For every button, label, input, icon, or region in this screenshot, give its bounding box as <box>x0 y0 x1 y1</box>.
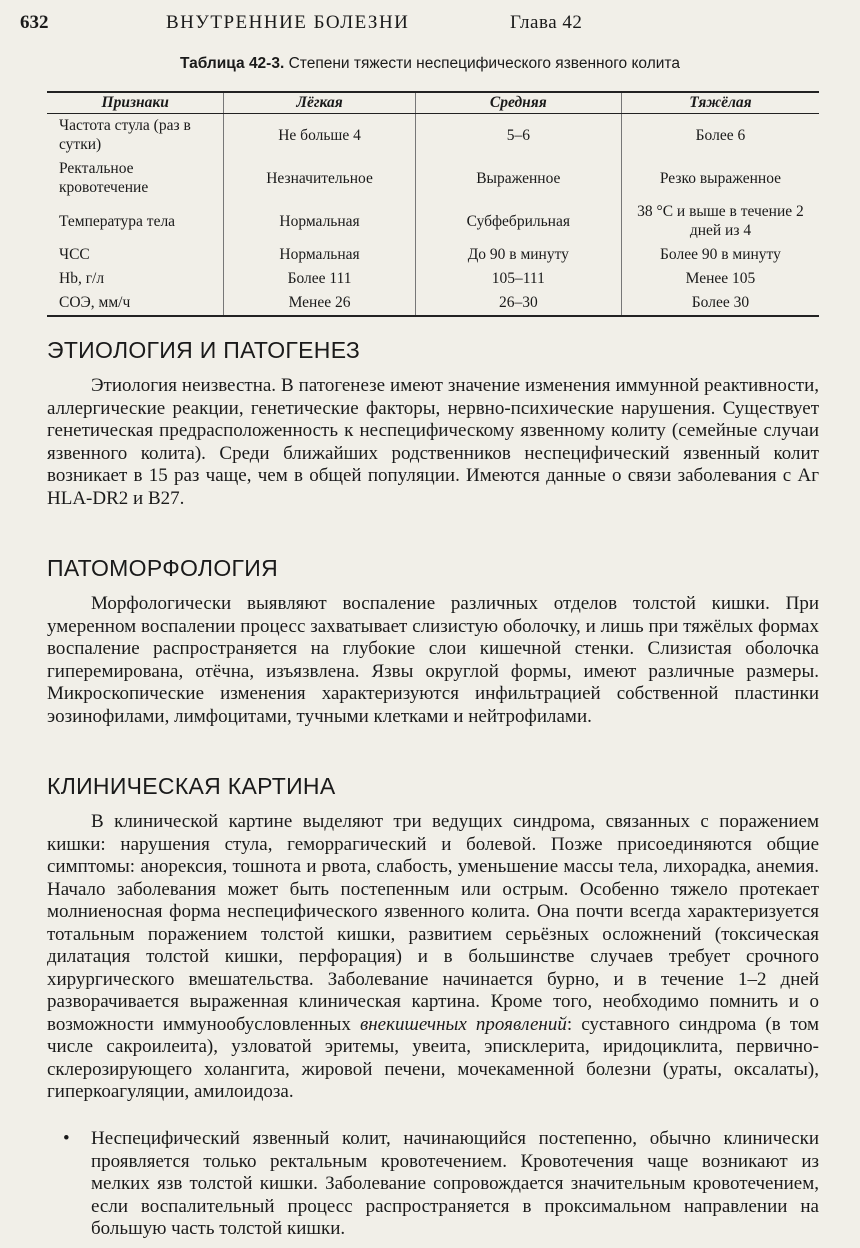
running-header <box>20 12 840 36</box>
table-header-row <box>47 92 819 114</box>
table-cell: Hb, г/л <box>59 270 105 287</box>
table-cell: 26–30 <box>415 291 621 316</box>
table-cell: Более 111 <box>224 267 415 291</box>
table-caption-label: Таблица 42-3. <box>180 55 285 72</box>
column-header: Средняя <box>415 92 621 114</box>
table-cell: Резко выраженное <box>621 157 819 200</box>
table-cell: Частота стула (раз в сутки) <box>59 117 191 153</box>
severity-table <box>47 91 819 317</box>
table-caption-text: Степени тяжести неспецифического язвенного колита <box>284 55 680 72</box>
paragraph-morphology: Морфологически выявляют воспаление различных отделов толстой кишки. При умеренном воспалении процесс захватывает слизистую оболочку, и лишь при тяжёлых формах воспаление распространяется на глубокие слои кишечной стенки. Слизистая оболочка гиперемирована, отёчна, изъязвлена. Язвы округлой формы, имеют различные размеры. Микроскопические изменения характеризуются инфильтрацией собственной пластинки эозинофилами, лимфоцитами, тучными клетками и нейтрофилами. <box>47 593 819 727</box>
paragraph-clinical-italic: внекишечных проявлений <box>359 1013 567 1035</box>
bullet-text: Неспецифический язвенный колит, начинающийся постепенно, обычно клинически проявляется только ректальным кровотечением. Кровотечения чаще возникают из мелких язв толстой кишки. Заболевание сопровождается значительным кровотечением, если воспалительный процесс распространяется в проксимальном направлении на большую часть толстой кишки. <box>91 1128 819 1239</box>
table-cell: Нормальная <box>224 200 415 243</box>
paragraph-etiology: Этиология неизвестна. В патогенезе имеют значение изменения иммунной реактивности, аллергические реакции, генетические факторы, нервно-психические нарушения. Существует генетическая предрасположенность к неспецифическому язвенному колиту (семейные случаи язвенного колита). Среди ближайших родственников неспецифический язвенный колит возникает в 15 раз чаще, чем в общей популяции. Имеются данные о связи заболевания с Аг HLA-DR2 и B27. <box>47 375 819 509</box>
column-header: Лёгкая <box>224 92 415 114</box>
bullet-marker: • <box>63 1128 70 1149</box>
column-header: Тяжёлая <box>621 92 819 114</box>
book-title: ВНУТРЕННИЕ БОЛЕЗНИ <box>166 12 410 33</box>
table-cell: Незначительное <box>224 157 415 200</box>
section-heading-etiology: ЭТИОЛОГИЯ И ПАТОГЕНЕЗ <box>47 337 361 363</box>
section-heading-clinical: КЛИНИЧЕСКАЯ КАРТИНА <box>47 773 336 799</box>
table-row <box>47 267 819 291</box>
table-caption <box>0 55 860 73</box>
paragraph-clinical <box>47 811 819 1104</box>
table-cell: Более 90 в минуту <box>621 243 819 267</box>
paragraph-clinical-part1: В клинической картине выделяют три ведущих синдрома, связанных с поражением кишки: нарушения стула, геморрагический и болевой. Позже присоединяются общие симптомы: анорексия, тошнота и рвота, слабость, уменьшение массы тела, лихорадка, анемия. Начало заболевания может быть постепенным или острым. Особенно тяжело протекает молниеносная форма неспецифического язвенного колита. Она почти всегда характеризуется тотальным поражением толстой кишки, развитием серьёзных осложнений (токсическая дилатация толстой кишки, перфорация) и в большинстве случаев требует срочного хирургического вмешательства. Заболевание начинается бурно, и в течение 1–2 дней разворачивается выраженная клиническая картина. Кроме того, необходимо помнить и о возможности иммунообусловленных <box>47 811 819 1035</box>
table-cell: Субфебрильная <box>415 200 621 243</box>
table-cell: До 90 в минуту <box>415 243 621 267</box>
table-cell: Менее 26 <box>224 291 415 316</box>
table-row <box>47 200 819 243</box>
paragraph-clinical-part2: : суставного синдрома (в том числе сакроилеита), узловатой эритемы, увеита, эписклерита, иридоциклита, первично-склерозирующего холангита, жировой печени, мочекаменной болезни (ураты, оксалаты), гиперкоагуляции, амилоидоза. <box>47 1013 819 1102</box>
table-row <box>47 114 819 158</box>
table-cell: ЧСС <box>59 246 90 263</box>
table-cell: Нормальная <box>224 243 415 267</box>
table-cell: Более 6 <box>621 114 819 158</box>
section-heading-morphology: ПАТОМОРФОЛОГИЯ <box>47 555 279 581</box>
column-header: Признаки <box>47 92 224 114</box>
table-cell: Не больше 4 <box>224 114 415 158</box>
table-row <box>47 291 819 316</box>
table-row <box>47 243 819 267</box>
table-cell: Температура тела <box>59 212 176 230</box>
table-cell: Более 30 <box>621 291 819 316</box>
table-cell: 105–111 <box>415 267 621 291</box>
table-cell: 5–6 <box>415 114 621 158</box>
table-cell: Выраженное <box>415 157 621 200</box>
page-number: 632 <box>20 12 49 33</box>
table-cell: Менее 105 <box>621 267 819 291</box>
chapter-label: Глава 42 <box>510 12 583 33</box>
table-row <box>47 157 819 200</box>
bullet-item <box>47 1128 819 1241</box>
table-cell: Ректальное кровотечение <box>59 160 149 196</box>
table-cell: 38 °С и выше в течение 2 дней из 4 <box>621 200 819 243</box>
table-cell: СОЭ, мм/ч <box>47 291 224 316</box>
